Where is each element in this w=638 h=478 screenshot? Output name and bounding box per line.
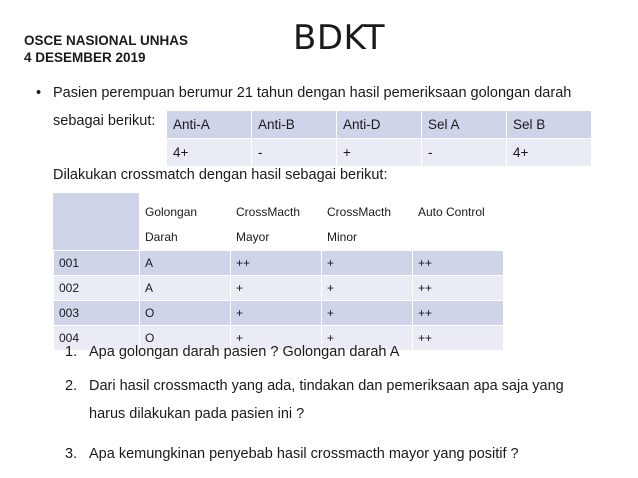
table-cell: + bbox=[322, 301, 413, 326]
table-cell: 001 bbox=[54, 251, 140, 276]
question-text: Apa golongan darah pasien ? Golongan darah A bbox=[89, 344, 400, 360]
crossmatch-table bbox=[53, 192, 504, 351]
question-text-line2: harus dilakukan pada pasien ini ? bbox=[89, 406, 305, 422]
table-cell: A bbox=[140, 276, 231, 301]
blood-header-cell: Sel A bbox=[422, 111, 507, 139]
table-row bbox=[54, 276, 504, 301]
table-cell: + bbox=[231, 276, 322, 301]
table-row bbox=[54, 251, 504, 276]
table-cell: ++ bbox=[413, 326, 504, 351]
event-name: OSCE NASIONAL UNHAS bbox=[24, 33, 189, 48]
table-cell: 003 bbox=[54, 301, 140, 326]
table-cell: O bbox=[140, 326, 231, 351]
table-cell: + bbox=[322, 326, 413, 351]
header-line: CrossMacth bbox=[327, 205, 392, 219]
event-date: 4 DESEMBER 2019 bbox=[24, 50, 146, 65]
table-cell: O bbox=[140, 301, 231, 326]
blood-table-header-row bbox=[167, 111, 592, 139]
table-cell: ++ bbox=[413, 276, 504, 301]
table-cell: + bbox=[231, 301, 322, 326]
question-number: 2. bbox=[65, 378, 78, 394]
table-cell: A bbox=[140, 251, 231, 276]
blood-header-cell: Anti-B bbox=[252, 111, 337, 139]
slide-title bbox=[0, 18, 638, 58]
table-cell: + bbox=[231, 326, 322, 351]
header-line: Mayor bbox=[236, 230, 270, 244]
table-cell: 002 bbox=[54, 276, 140, 301]
crossmatch-intro: Dilakukan crossmatch dengan hasil sebagai berikut: bbox=[53, 167, 388, 183]
table-cell: + bbox=[322, 251, 413, 276]
header-line: Darah bbox=[145, 230, 178, 244]
crossmatch-header-cell bbox=[231, 193, 322, 251]
table-row bbox=[54, 301, 504, 326]
header-line: CrossMacth bbox=[236, 205, 301, 219]
crossmatch-header-row bbox=[54, 193, 504, 251]
blood-header-cell: Anti-D bbox=[337, 111, 422, 139]
blood-table-value-row bbox=[167, 139, 592, 167]
question-text: Dari hasil crossmacth yang ada, tindakan dan pemeriksaan apa saja yang bbox=[89, 378, 564, 394]
question-number: 3. bbox=[65, 446, 78, 462]
case-text-line2: sebagai berikut: bbox=[53, 113, 156, 129]
question-number: 1. bbox=[65, 344, 78, 360]
blood-header-cell: Sel B bbox=[507, 111, 592, 139]
blood-header-cell: Anti-A bbox=[167, 111, 252, 139]
table-cell: 004 bbox=[54, 326, 140, 351]
blood-group-table bbox=[166, 110, 592, 167]
crossmatch-header-cell bbox=[413, 193, 504, 251]
blood-value-cell: + bbox=[337, 139, 422, 167]
case-text-line1: Pasien perempuan berumur 21 tahun dengan hasil pemeriksaan golongan darah bbox=[53, 85, 572, 101]
blood-value-cell: 4+ bbox=[507, 139, 592, 167]
bullet-dot: • bbox=[36, 85, 42, 101]
blood-value-cell: 4+ bbox=[167, 139, 252, 167]
slide-title-text: BDKT bbox=[293, 18, 385, 58]
crossmatch-header-cell bbox=[140, 193, 231, 251]
blood-value-cell: - bbox=[422, 139, 507, 167]
crossmatch-header-cell bbox=[322, 193, 413, 251]
table-cell: ++ bbox=[231, 251, 322, 276]
table-cell: ++ bbox=[413, 251, 504, 276]
question-text: Apa kemungkinan penyebab hasil crossmacth mayor yang positif ? bbox=[89, 446, 519, 462]
header-line: Minor bbox=[327, 230, 358, 244]
header-line: Golongan bbox=[145, 205, 198, 219]
blood-value-cell: - bbox=[252, 139, 337, 167]
crossmatch-header-cell bbox=[54, 193, 140, 251]
table-cell: ++ bbox=[413, 301, 504, 326]
table-cell: + bbox=[322, 276, 413, 301]
header-line: Auto Control bbox=[418, 205, 485, 219]
